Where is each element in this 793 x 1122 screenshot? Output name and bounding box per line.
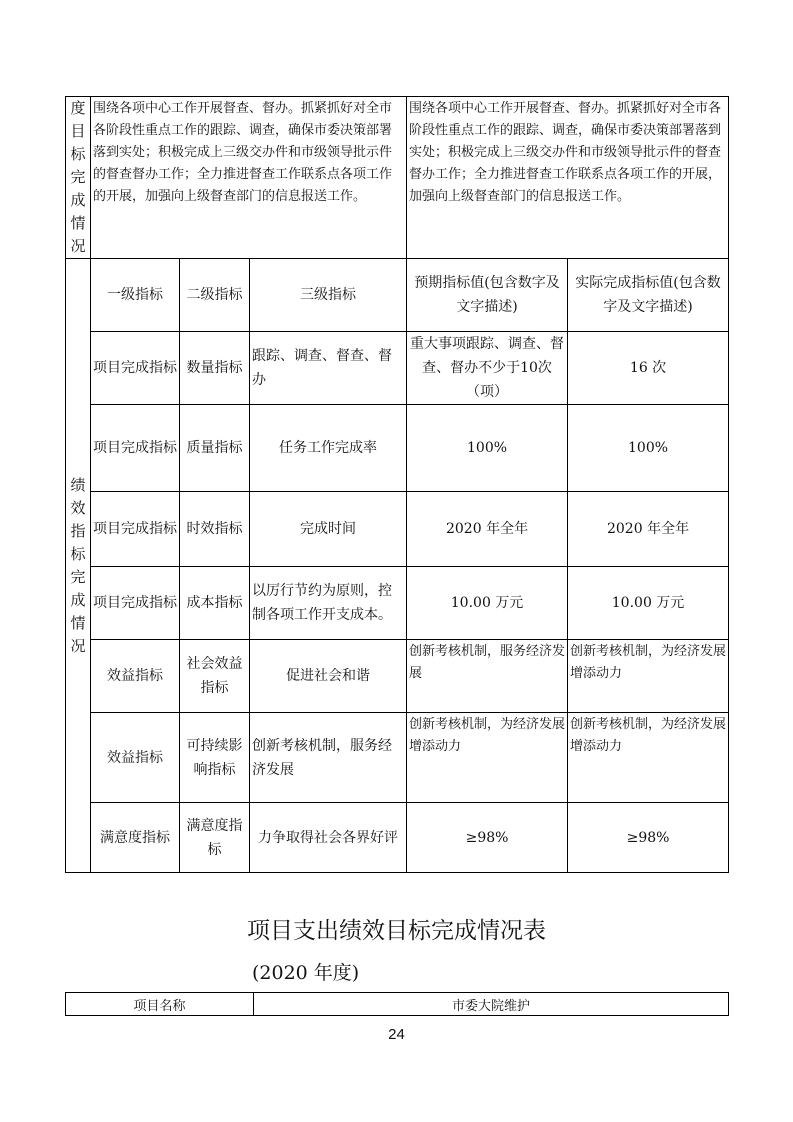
indicator-row (66, 332, 729, 405)
level2-cell: 满意度指标 (180, 803, 250, 873)
level1-cell: 满意度指标 (91, 803, 180, 873)
level3-cell: 跟踪、调查、督查、督办 (250, 332, 407, 405)
indicator-row (66, 803, 729, 873)
label-char: 标 (70, 544, 86, 563)
label-char: 成 (70, 191, 86, 209)
level3-cell: 任务工作完成率 (250, 405, 407, 492)
overall-goal-row (66, 97, 729, 259)
indicator-row (66, 567, 729, 640)
level2-cell: 质量指标 (180, 405, 250, 492)
header-level3: 三级指标 (250, 259, 407, 332)
level2-cell: 时效指标 (180, 492, 250, 567)
expected-cell: 10.00 万元 (407, 567, 568, 640)
expected-cell: 创新考核机制，为经济发展增添动力 (407, 713, 568, 803)
label-char: 情 (70, 613, 86, 632)
label-char: 指 (70, 521, 86, 540)
expected-cell: 重大事项跟踪、调查、督查、督办不少于10次（项） (407, 332, 568, 405)
level2-cell: 社会效益指标 (180, 640, 250, 713)
table-title: 项目支出绩效目标完成情况表 (247, 918, 546, 944)
label-char: 成 (70, 590, 86, 609)
performance-table (65, 96, 729, 873)
label-char: 完 (70, 168, 86, 186)
level2-cell: 成本指标 (180, 567, 250, 640)
header-expected: 预期指标值(包含数字及文字描述) (407, 259, 568, 332)
level3-cell: 完成时间 (250, 492, 407, 567)
label-char: 况 (70, 237, 86, 255)
expected-cell: ≥98% (407, 803, 568, 873)
indicator-row (66, 640, 729, 713)
level2-cell: 可持续影响指标 (180, 713, 250, 803)
project-name-value: 市委大院维护 (254, 993, 729, 1016)
header-level2: 二级指标 (180, 259, 250, 332)
label-char: 度 (70, 99, 86, 117)
label-char: 目 (70, 122, 86, 140)
actual-goal-text: 围绕各项中心工作开展督查、督办。抓紧抓好对全市各阶段性重点工作的跟踪、调查，确保市委决策部署落到实处；积极完成上三级交办件和市级领导批示件的督查督办工作；全力推进督查工作联系点各项工作的开展，加强向上级督查部门的信息报送工作。 (407, 97, 729, 259)
page-number: 24 (388, 1026, 405, 1043)
indicator-row (66, 405, 729, 492)
level1-cell: 项目完成指标 (91, 492, 180, 567)
label-char: 效 (70, 498, 86, 517)
overall-goal-label (66, 97, 91, 259)
project-name-row (66, 993, 729, 1016)
actual-cell: 16 次 (568, 332, 729, 405)
table-year: (2020 年度) (252, 962, 360, 984)
indicator-row (66, 713, 729, 803)
level3-cell: 以厉行节约为原则，控制各项工作开支成本。 (250, 567, 407, 640)
actual-cell: 100% (568, 405, 729, 492)
level1-cell: 项目完成指标 (91, 332, 180, 405)
expected-cell: 创新考核机制，服务经济发展 (407, 640, 568, 713)
project-name-label: 项目名称 (66, 993, 254, 1016)
indicator-row (66, 492, 729, 567)
label-char: 标 (70, 145, 86, 163)
level1-cell: 效益指标 (91, 640, 180, 713)
label-char: 完 (70, 567, 86, 586)
actual-cell: 创新考核机制，为经济发展增添动力 (568, 640, 729, 713)
level2-cell: 数量指标 (180, 332, 250, 405)
label-char: 情 (70, 214, 86, 232)
level3-cell: 创新考核机制，服务经济发展 (250, 713, 407, 803)
expected-cell: 2020 年全年 (407, 492, 568, 567)
expected-cell: 100% (407, 405, 568, 492)
label-char: 况 (70, 636, 86, 655)
project-info-table (65, 992, 729, 1016)
level3-cell: 促进社会和谐 (250, 640, 407, 713)
level1-cell: 项目完成指标 (91, 567, 180, 640)
actual-cell: 2020 年全年 (568, 492, 729, 567)
label-char: 绩 (70, 475, 86, 494)
header-actual: 实际完成指标值(包含数字及文字描述) (568, 259, 729, 332)
indicator-section-label (66, 259, 91, 873)
planned-goal-text: 围绕各项中心工作开展督查、督办。抓紧抓好对全市各阶段性重点工作的跟踪、调查，确保市委决策部署落到实处；积极完成上三级交办件和市级领导批示件的督查督办工作；全力推进督查工作联系点各项工作的开展，加强向上级督查部门的信息报送工作。 (91, 97, 407, 259)
actual-cell: ≥98% (568, 803, 729, 873)
header-level1: 一级指标 (91, 259, 180, 332)
indicator-header-row (66, 259, 729, 332)
actual-cell: 10.00 万元 (568, 567, 729, 640)
actual-cell: 创新考核机制，为经济发展增添动力 (568, 713, 729, 803)
level3-cell: 力争取得社会各界好评 (250, 803, 407, 873)
level1-cell: 项目完成指标 (91, 405, 180, 492)
level1-cell: 效益指标 (91, 713, 180, 803)
